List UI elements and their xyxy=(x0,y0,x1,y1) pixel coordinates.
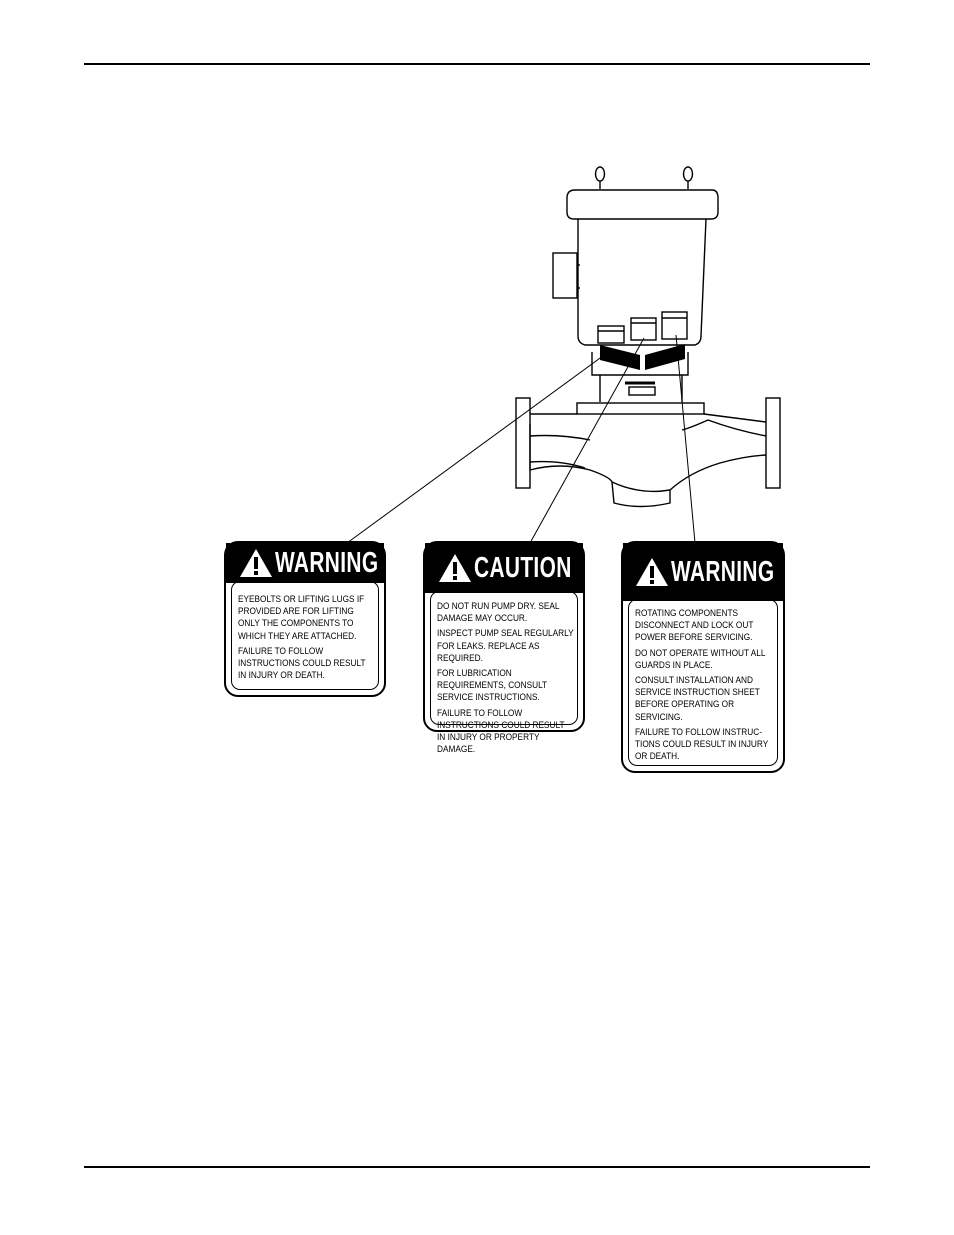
caution-label-seal xyxy=(423,541,585,755)
label-header xyxy=(425,543,583,593)
warning-label-lifting xyxy=(224,541,386,697)
warning-triangle-icon xyxy=(438,552,472,584)
label-header xyxy=(226,543,384,583)
pump-flange xyxy=(577,403,704,414)
signal-word: WARNING xyxy=(671,555,775,588)
label-paragraph: FAILURE TO FOLLOW INSTRUCTIONS COULD RESULT IN INJURY OR PROPERTY DAMAGE. xyxy=(437,707,565,755)
signal-word: CAUTION xyxy=(474,551,572,584)
warning-triangle-icon xyxy=(239,547,273,579)
nameplate-3 xyxy=(662,312,687,339)
nameplate-1 xyxy=(598,326,624,343)
label-paragraph: FOR LUBRICATION REQUIREMENTS, CONSULT SERVICE INSTRUCTIONS. xyxy=(437,668,547,703)
motor-cap xyxy=(567,190,718,219)
eyebolt-right xyxy=(684,167,693,189)
inlet-flange xyxy=(516,398,530,488)
conduit-box xyxy=(553,253,577,298)
decal-left xyxy=(600,345,640,370)
pump-casing xyxy=(530,414,766,507)
label-paragraph: FAILURE TO FOLLOW INSTRUC- TIONS COULD RESULT IN INJURY OR DEATH. xyxy=(635,726,769,762)
signal-word: WARNING xyxy=(275,546,379,579)
label-paragraph: INSPECT PUMP SEAL REGULARLY FOR LEAKS. REPLACE AS REQUIRED. xyxy=(437,628,574,663)
label-paragraph: DO NOT RUN PUMP DRY. SEAL DAMAGE MAY OCCUR. xyxy=(437,601,560,624)
label-body xyxy=(238,593,376,684)
leader-line-left xyxy=(347,353,607,543)
label-paragraph: DISCONNECT AND LOCK OUT POWER BEFORE SERVICING. xyxy=(635,620,754,643)
label-heading: ROTATING COMPONENTS xyxy=(635,608,739,618)
warning-triangle-icon xyxy=(635,556,669,588)
label-paragraph: CONSULT INSTALLATION AND SERVICE INSTRUCTION SHEET BEFORE OPERATING OR SERVICING. xyxy=(635,675,760,722)
leader-line-right xyxy=(676,335,695,543)
nameplate-2 xyxy=(631,318,656,340)
leader-line-middle xyxy=(530,338,644,543)
label-header xyxy=(623,543,783,601)
label-body xyxy=(635,607,775,765)
label-paragraph: EYEBOLTS OR LIFTING LUGS IF PROVIDED ARE FOR LIFTING ONLY THE COMPONENTS TO WHICH THEY ARE ATTACHED. xyxy=(238,594,365,641)
eyebolt-left xyxy=(596,167,605,189)
outlet-flange xyxy=(766,398,780,488)
label-paragraph: DO NOT OPERATE WITHOUT ALL GUARDS IN PLACE. xyxy=(635,647,766,670)
label-paragraph: FAILURE TO FOLLOW INSTRUCTIONS COULD RESULT IN INJURY OR DEATH. xyxy=(238,645,366,681)
label-body xyxy=(437,600,575,758)
warning-label-rotating xyxy=(621,541,785,773)
